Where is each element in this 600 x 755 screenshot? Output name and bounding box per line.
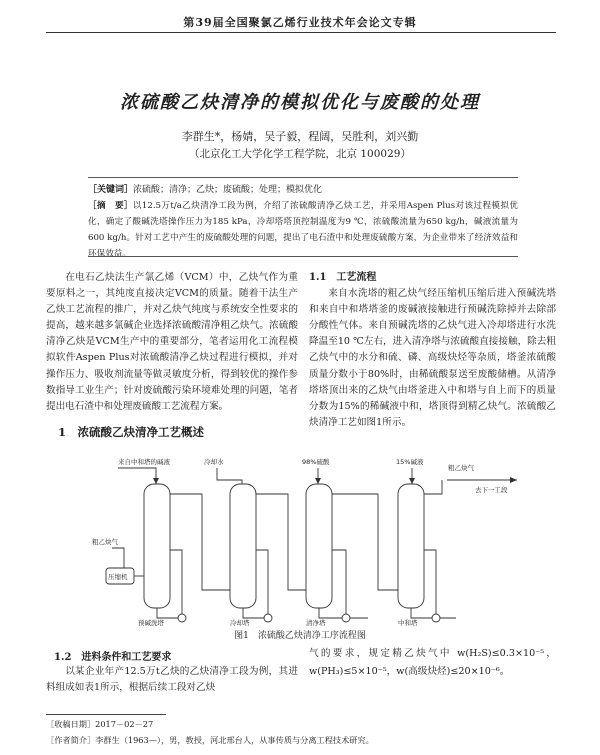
neutralizing-tower	[398, 484, 424, 608]
label-tower-4: 中和塔	[398, 619, 418, 626]
process-paragraph: 来自水洗塔的粗乙炔气经压缩机压缩后进入预碱洗塔和来自中和塔塔釜的废碱液接触进行预碱洗除掉并去除部分酸性气体。来自预碱洗塔的乙炔气进入冷却塔进行水洗降温至10 ℃左右，进入清净塔与浓硫酸直接接触，除去粗乙炔气中的水分和硫、磷、高级炔烃等杂质，塔釜浓硫酸质量分数小于80%时，由稀硫酸泵送至废酸储槽。从清净塔塔顶出来的乙炔气由塔釜进入中和塔与自上而下的质量分数为15%的稀碱液中和，塔顶得到精乙炔气。浓硫酸乙炔清净工艺如图1所示。	[309, 288, 556, 428]
header-rule	[46, 32, 556, 33]
pump-icon	[342, 614, 350, 622]
label-crude-gas: 粗乙炔气	[92, 538, 118, 546]
footnote-author: ［作者简介］李群生（1963—），男，教授，河北邢台人，从事传质与分离工程技术研究。	[46, 735, 374, 745]
abstract-label: ［摘 要］	[88, 201, 133, 211]
pump-icon	[432, 614, 440, 622]
figure-caption: 图1 浓硫酸乙炔清净工序流程图	[234, 631, 366, 641]
footnote-rule	[46, 714, 166, 715]
label-alkali: 15%碱液	[396, 458, 424, 466]
abstract-bottom-rule	[88, 256, 518, 257]
section-1-1-heading: 1.1 工艺流程	[309, 272, 377, 283]
label-tower-3: 清净塔	[306, 619, 326, 626]
label-to-next: 去下一工段	[475, 486, 508, 494]
label-tower-2: 冷却塔	[230, 619, 250, 626]
arrow-icon	[510, 477, 517, 483]
label-tower-1: 预碱洗塔	[138, 619, 164, 626]
author-list: 李群生*，杨婧，吴子毅，程阔，吴胜利，刘兴勤	[181, 130, 419, 143]
purifying-tower	[306, 484, 332, 608]
arrow-icon	[315, 478, 321, 484]
abstract	[88, 198, 518, 262]
process-flow-diagram	[92, 440, 542, 626]
abstract-text: 以12.5万t/a乙炔清净工段为例，介绍了浓硫酸清净乙炔工艺，并采用Aspen Plus对该过程模拟优化，确定了酸碱洗塔操作压力为185 kPa，冷却塔塔顶控制温度为9 ℃，浓硫酸流量为650 kg/h，碱液流量为600 kg/h。针对工艺中产生的废硫酸处理的问题，提出了电石渣中和处理废硫酸方案，为企业带来了经济效益和环保效益。	[88, 201, 518, 259]
gas-line-3	[332, 494, 398, 590]
cooling-tower	[230, 484, 256, 608]
pump-icon	[178, 614, 186, 622]
right-column	[309, 270, 556, 431]
article-title: 浓硫酸乙炔清净的模拟优化与废酸的处理	[120, 92, 480, 113]
crude-gas-line	[112, 548, 124, 568]
gas-line-1	[170, 494, 230, 590]
arrow-icon	[153, 478, 159, 484]
label-sulfuric-acid: 98%硫酸	[302, 458, 330, 466]
section-1-2-heading: 1.2 进料条件和工艺要求	[54, 652, 172, 663]
waste-alkali-line	[118, 468, 156, 484]
keywords-text: 浓硫酸；清净；乙炔；废硫酸；处理；模拟优化	[133, 185, 323, 195]
gas-line-2	[256, 494, 306, 590]
cooling-water-line	[217, 468, 242, 484]
intro-paragraph: 在电石乙炔法生产氯乙烯（VCM）中，乙炔气作为重要原料之一，其纯度直接决定VCM的质量。随着干法生产乙炔工艺流程的推广，并对乙炔气纯度与系统安全性要求的提高，越来越多氯碱企业选择浓硫酸清净粗乙炔气。浓硫酸清净乙炔是VCM生产中的重要部分，笔者运用化工流程模拟软件Aspen Plus对浓硫酸清净乙炔过程进行模拟，并对操作压力、吸收剂流量等做灵敏度分析，得到较优的操作参数指导工业生产；针对废硫酸污染环境难处理的问题，笔者提出电石渣中和处理废硫酸工艺流程方案。	[46, 272, 298, 412]
label-compressor: 压缩机	[108, 573, 128, 581]
pump-icon	[264, 614, 272, 622]
affiliation: （北京化工大学化学工程学院，北京 100029）	[189, 148, 411, 160]
label-cooling-water: 冷却水	[204, 458, 224, 466]
requirement-paragraph: 气的要求，规定精乙炔气中 w(H₂S)≤0.3×10⁻⁵，w(PH₃)≤5×10⁻⁵，w(高级炔烃)≤20×10⁻⁶。	[309, 648, 556, 677]
abstract-top-rule	[88, 177, 518, 178]
feed-paragraph: 以某企业年产12.5万t乙炔的乙炔清净工段为例，其进料组成如表1所示，根据后续工段对乙炔	[46, 666, 298, 693]
gas-line-4	[424, 480, 442, 494]
keywords-label: ［关键词］	[88, 185, 134, 195]
label-waste-alkali: 来自中和塔的碱液	[118, 458, 170, 466]
section-1-heading: 1 浓硫酸乙炔清净工艺概述	[58, 425, 205, 439]
label-product-gas: 粗乙炔气	[448, 464, 474, 472]
running-header: 第39届全国聚氯乙烯行业技术年会论文专辑	[183, 16, 417, 29]
footnote-received: ［收稿日期］2017－02－27	[46, 719, 154, 729]
keywords	[88, 182, 518, 195]
pre-alkali-wash-tower	[144, 484, 170, 608]
arrow-icon	[409, 478, 415, 484]
